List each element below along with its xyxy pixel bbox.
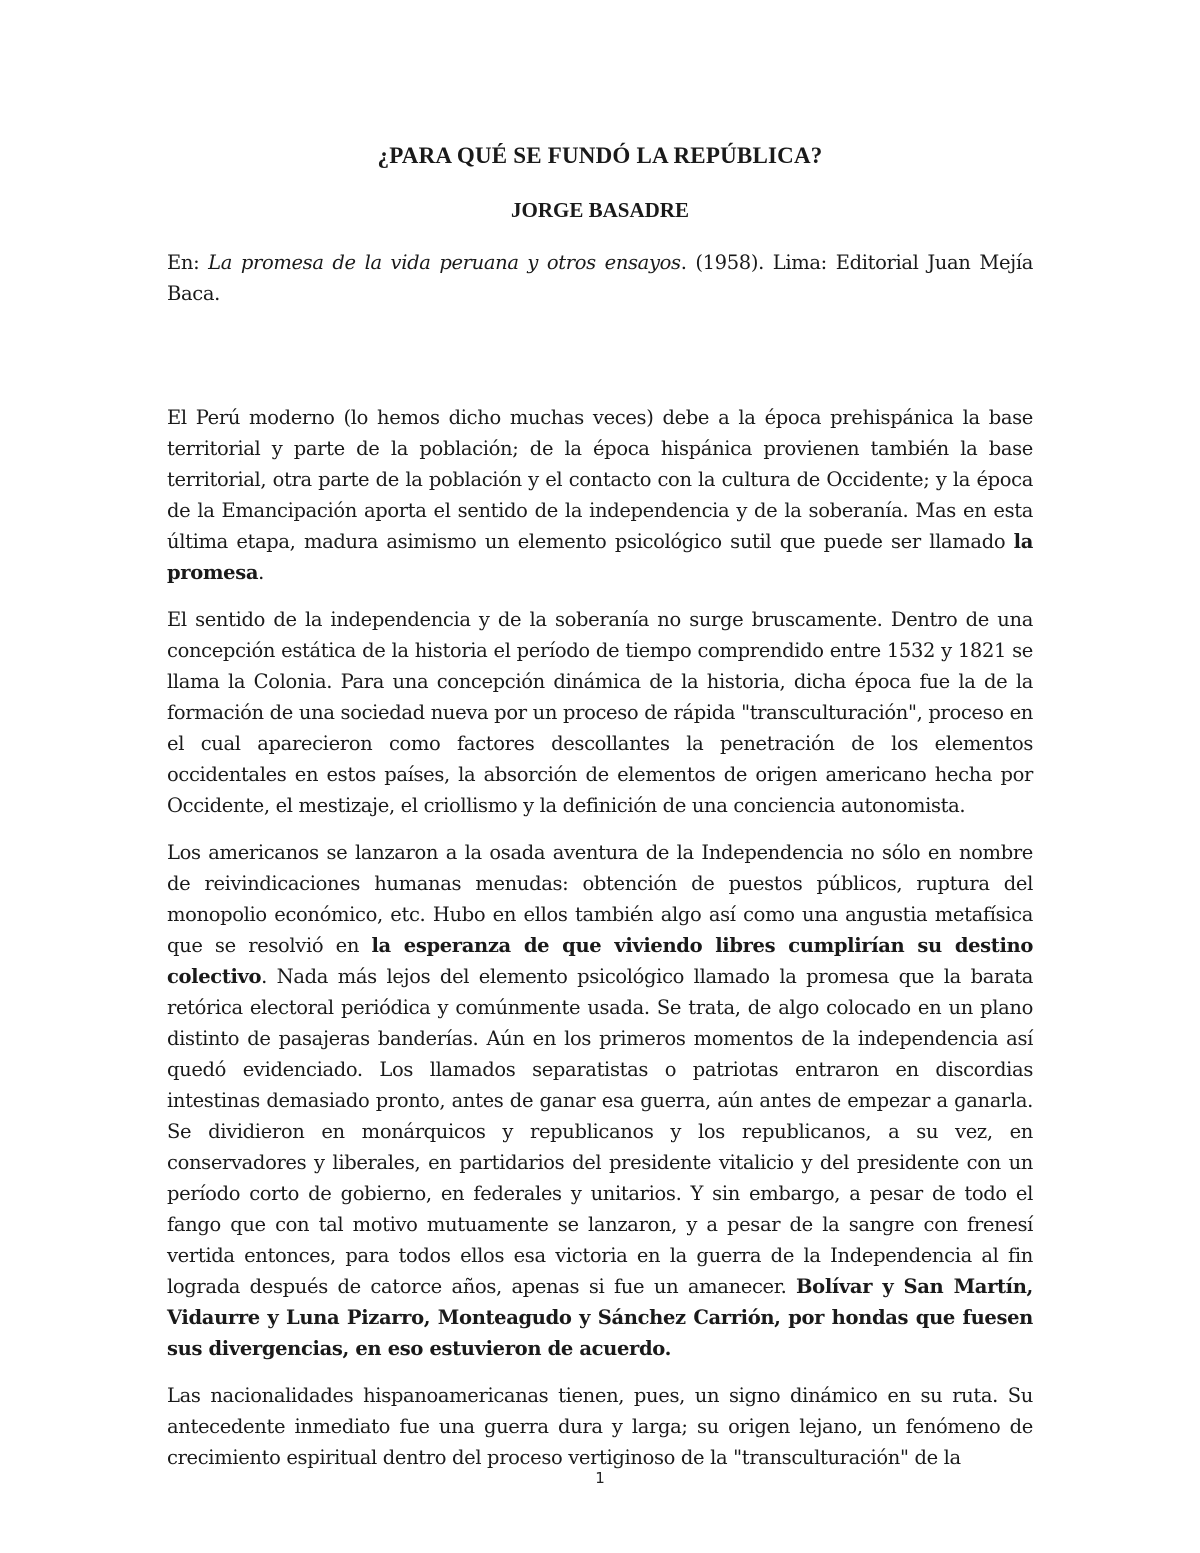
- document-body: [167, 247, 1033, 1473]
- author-name: JORGE BASADRE: [511, 198, 689, 222]
- paragraph-1-end: .: [258, 561, 264, 584]
- book-title: La promesa de la vida peruana y otros ensayos: [208, 251, 681, 274]
- page-number: 1: [595, 1469, 605, 1487]
- source-prefix: En:: [167, 251, 209, 274]
- paragraph-3-start: Los americanos se lanzaron a la osada aventura de la Independencia no sólo en nombre de reivindicaciones humanas menudas: obtención de puestos públicos, ruptura del monopolio económico, etc. Hubo en ellos también algo así como una angustia metafísica que se resolvió en: [167, 841, 1033, 957]
- source-citation: [167, 247, 1033, 309]
- paragraph-3-bold-1: la esperanza de que viviendo libres cumplirían su destino colectivo: [167, 934, 1033, 988]
- paragraph-4: Las nacionalidades hispanoamericanas tienen, pues, un signo dinámico en su ruta. Su antecedente inmediato fue una guerra dura y larga; su origen lejano, un fenómeno de crecimiento espiritual dentro del proceso vertiginoso de la "transculturación" de la: [167, 1384, 1033, 1469]
- paragraph-3: [167, 837, 1033, 1364]
- paragraph-2: El sentido de la independencia y de la soberanía no surge bruscamente. Dentro de una concepción estática de la historia el período de tiempo comprendido entre 1532 y 1821 se llama la Colonia. Para una concepción dinámica de la historia, dicha época fue la de la formación de una sociedad nueva por un proceso de rápida "transculturación", proceso en el cual aparecieron como factores descollantes la penetración de los elementos occidentales en estos países, la absorción de elementos de origen americano hecha por Occidente, el mestizaje, el criollismo y la definición de una conciencia autonomista.: [167, 608, 1033, 817]
- paragraph-3-bold-2: Bolívar y San Martín, Vidaurre y Luna Pizarro, Monteagudo y Sánchez Carrión, por hondas que fuesen sus divergencias, en eso estuvieron de acuerdo.: [167, 1275, 1033, 1360]
- document-title: ¿PARA QUÉ SE FUNDÓ LA REPÚBLICA?: [377, 143, 823, 168]
- paragraph-1-bold: la promesa: [167, 530, 1033, 584]
- paragraph-1: [167, 402, 1033, 588]
- source-suffix: . (1958). Lima: Editorial Juan Mejía Baca.: [167, 251, 1033, 305]
- paragraph-3-middle: . Nada más lejos del elemento psicológico llamado la promesa que la barata retórica electoral periódica y comúnmente usada. Se trata, de algo colocado en un plano distinto de pasajeras banderías. Aún en los primeros momentos de la independencia así quedó evidenciado. Los llamados separatistas o patriotas entraron en discordias intestinas demasiado pronto, antes de ganar esa guerra, aún antes de empezar a ganarla. Se dividieron en monárquicos y republicanos y los republicanos, a su vez, en conservadores y liberales, en partidarios del presidente vitalicio y del presidente con un período corto de gobierno, en federales y unitarios. Y sin embargo, a pesar de todo el fango que con tal motivo mutuamente se lanzaron, y a pesar de la sangre con frenesí vertida entonces, para todos ellos esa victoria en la guerra de la Independencia al fin lograda después de catorce años, apenas si fue un amanecer.: [167, 965, 1033, 1298]
- paragraph-1-text: El Perú moderno (lo hemos dicho muchas veces) debe a la época prehispánica la base territorial y parte de la población; de la época hispánica provienen también la base territorial, otra parte de la población y el contacto con la cultura de Occidente; y la época de la Emancipación aporta el sentido de la independencia y de la soberanía. Mas en esta última etapa, madura asimismo un elemento psicológico sutil que puede ser llamado: [167, 406, 1033, 553]
